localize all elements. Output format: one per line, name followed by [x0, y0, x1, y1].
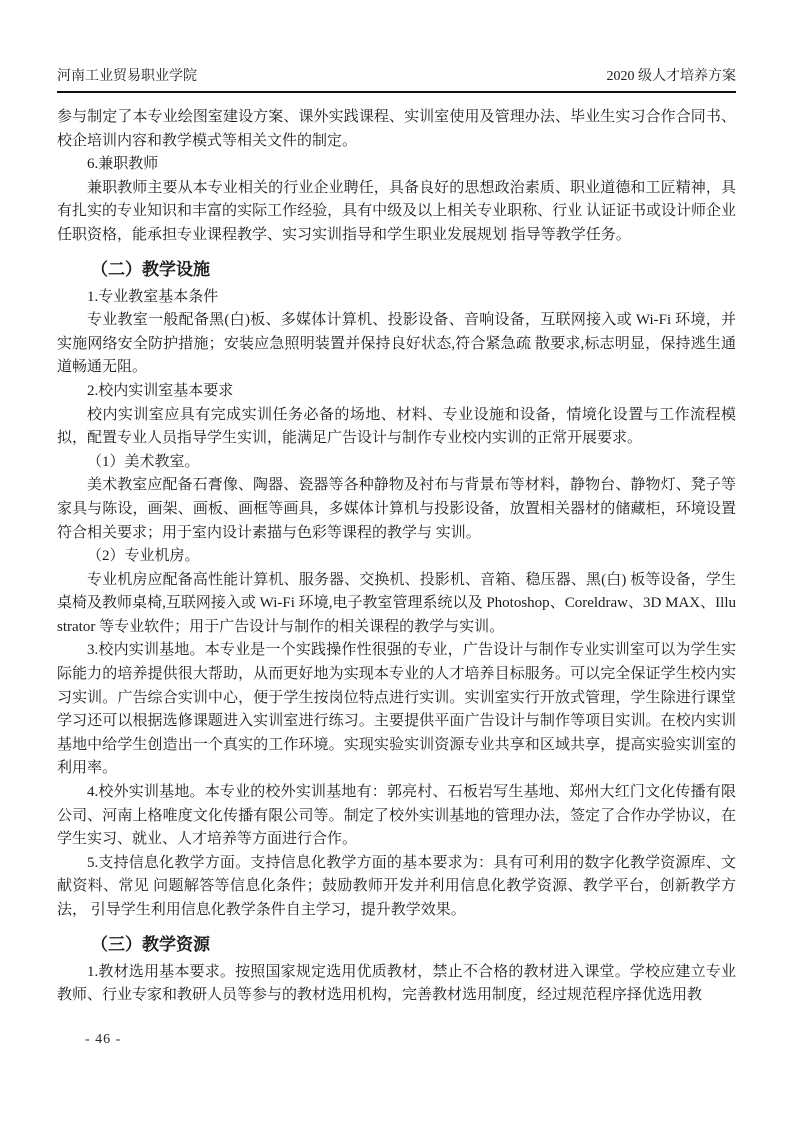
- section-heading-teaching-facilities: （二）教学设施: [91, 259, 210, 279]
- paragraph: 兼职教师主要从本专业相关的行业企业聘任，具备良好的思想政治素质、职业道德和工匠精神，具有扎实的专业知识和丰富的实际工作经验，具有中级及以上相关专业职称、行业 认证证书或设计师企业任职资格，能承担专业课程教学、实习实训指导和学生职业发展规划 指导等教学任务。: [57, 179, 736, 243]
- paragraph: 专业机房应配备高性能计算机、服务器、交换机、投影机、音箱、稳压器、黑(白) 板等设备，学生桌椅及教师桌椅,互联网接入或 Wi-Fi 环境,电子教室管理系统以及 Photoshop、Coreldraw、3D MAX、Illustrator 等专业软件；用于广告设计与制作的相关课程的教学与实训。: [57, 571, 736, 635]
- paragraph: 3.校内实训基地。本专业是一个实践操作性很强的专业，广告设计与制作专业实训室可以为学生实际能力的培养提供很大帮助，从而更好地为实现本专业的人才培养目标服务。可以完全保证学生校内实习实训。广告综合实训中心，便于学生按岗位特点进行实训。实训室实行开放式管理，学生除进行课堂学习还可以根据选修课题进入实训室进行练习。主要提供平面广告设计与制作等项目实训。在校内实训基地中给学生创造出一个真实的工作环境。实现实验实训资源专业共享和区域共享，提高实验实训室的利用率。: [57, 642, 736, 777]
- list-item-heading: 2.校内实训室基本要求: [87, 382, 234, 399]
- header-school-name: 河南工业贸易职业学院: [57, 69, 197, 84]
- paragraph: 1.教材选用基本要求。按照国家规定选用优质教材，禁止不合格的教材进入课堂。学校应建立专业教师、行业专家和教研人员等参与的教材选用机构，完善教材选用制度，经过规范程序择优选用教: [57, 963, 736, 1004]
- paragraph: 美术教室应配备石膏像、陶器、瓷器等各种静物及衬布与背景布等材料，静物台、静物灯、凳子等家具与陈设，画架、画板、画框等画具，多媒体计算机与投影设备，放置相关器材的储藏柜，环境设置符合相关要求；用于室内设计素描与色彩等课程的教学与 实训。: [57, 477, 736, 541]
- list-item-heading: 6.兼职教师: [87, 156, 159, 173]
- list-item-heading: （2）专业机房。: [87, 548, 200, 565]
- paragraph: 5.支持信息化教学方面。支持信息化教学方面的基本要求为：具有可利用的数字化教学资源库、文献资料、常见 问题解答等信息化条件；鼓励教师开发并利用信息化教学资源、教学平台，创新教学方法， 引导学生利用信息化教学条件自主学习，提升教学效果。: [57, 854, 736, 918]
- header-doc-title: 2020 级人才培养方案: [606, 69, 736, 84]
- paragraph: 专业教室一般配备黑(白)板、多媒体计算机、投影设备、音响设备，互联网接入或 Wi-Fi 环境，并实施网络安全防护措施；安装应急照明装置并保持良好状态,符合紧急疏 散要求,标志明显，保持逃生通道畅通无阻。: [57, 312, 736, 376]
- list-item-heading: （1）美术教室。: [87, 453, 200, 470]
- paragraph: 4.校外实训基地。本专业的校外实训基地有：郭亮村、石板岩写生基地、郑州大红门文化传播有限公司、河南上格唯度文化传播有限公司等。制定了校外实训基地的管理办法，签定了合作办学协议，在学生实习、就业、人才培养等方面进行合作。: [57, 784, 736, 848]
- page-number: - 46 -: [85, 1032, 122, 1047]
- paragraph: 校内实训室应具有完成实训任务必备的场地、材料、专业设施和设备，情境化设置与工作流程模拟，配置专业人员指导学生实训，能满足广告设计与制作专业校内实训的正常开展要求。: [57, 406, 736, 447]
- list-item-heading: 1.专业教室基本条件: [87, 288, 219, 305]
- document-body: [57, 106, 736, 1008]
- page-header: [57, 68, 736, 93]
- section-heading-teaching-resources: （三）教学资源: [91, 934, 210, 954]
- paragraph-continuation: 参与制定了本专业绘图室建设方案、课外实践课程、实训室使用及管理办法、毕业生实习合作合同书、校企培训内容和教学模式等相关文件的制定。: [57, 109, 736, 149]
